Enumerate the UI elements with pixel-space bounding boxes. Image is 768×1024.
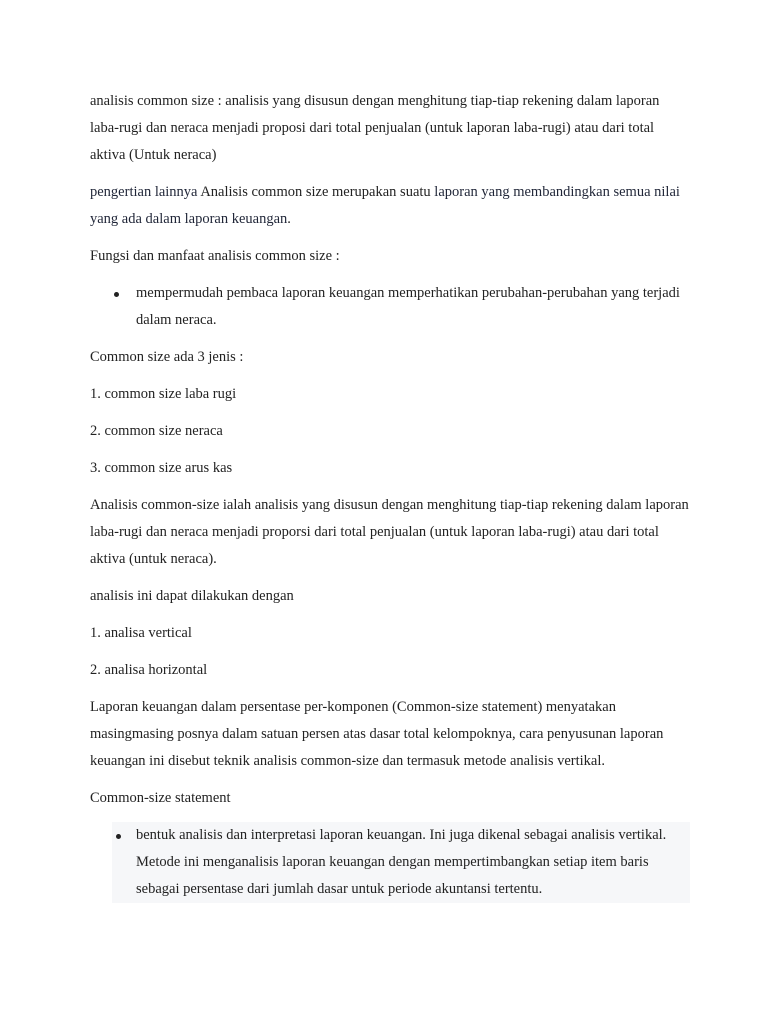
list-item <box>112 822 680 903</box>
type-item: 1. common size laba rugi <box>90 386 237 402</box>
list-item-text: mempermudah pembaca laporan keuangan memperhatikan perubahan-perubahan yang terjadi dalam neraca. <box>136 285 680 328</box>
paragraph-function-heading: Fungsi dan manfaat analisis common size : <box>90 248 340 264</box>
paragraph-analysis: Analisis common-size ialah analisis yang disusun dengan menghitung tiap-tiap rekening dalam laporan laba-rugi dan neraca menjadi proporsi dari total penjualan (untuk laporan laba-rugi) atau dari total aktiva (untuk neraca). <box>90 497 689 567</box>
alt-definition-mid: Analisis common size merupakan suatu <box>200 184 435 200</box>
paragraph-alt-definition <box>90 179 690 233</box>
paragraph-definition: analisis common size : analisis yang disusun dengan menghitung tiap-tiap rekening dalam laporan laba-rugi dan neraca menjadi proposi dari total penjualan (untuk laporan laba-rugi) atau dari total aktiva (Untuk neraca) <box>90 93 660 163</box>
bullet-icon <box>116 834 121 839</box>
alt-definition-lead: pengertian lainnya <box>90 184 201 200</box>
paragraph-types-heading: Common size ada 3 jenis : <box>90 349 244 365</box>
type-item: 2. common size neraca <box>90 423 223 439</box>
function-list <box>90 280 690 334</box>
list-item-text: bentuk analisis dan interpretasi laporan keuangan. Ini juga dikenal sebagai analisis vertikal. Metode ini menganalisis laporan keuangan dengan mempertimbangkan setiap item baris sebagai persentase dari jumlah dasar untuk periode akuntansi tertentu. <box>136 827 667 897</box>
method-item: 1. analisa vertical <box>90 625 192 641</box>
statement-list <box>112 822 690 903</box>
method-item: 2. analisa horizontal <box>90 662 208 678</box>
type-item: 3. common size arus kas <box>90 460 233 476</box>
alt-definition-tail: laporan yang membandingkan semua nilai yang ada dalam laporan keuangan <box>90 184 680 227</box>
paragraph-methods-heading: analisis ini dapat dilakukan dengan <box>90 588 294 604</box>
list-item <box>90 280 690 334</box>
alt-definition-end: . <box>287 211 291 227</box>
bullet-icon <box>114 292 119 297</box>
paragraph-statement-heading: Common-size statement <box>90 790 231 806</box>
document-page <box>90 88 690 913</box>
paragraph-statement: Laporan keuangan dalam persentase per-komponen (Common-size statement) menyatakan masingmasing posnya dalam satuan persen atas dasar total kelompoknya, cara penyusunan laporan keuangan ini disebut teknik analisis common-size dan termasuk metode analisis vertikal. <box>90 699 664 769</box>
